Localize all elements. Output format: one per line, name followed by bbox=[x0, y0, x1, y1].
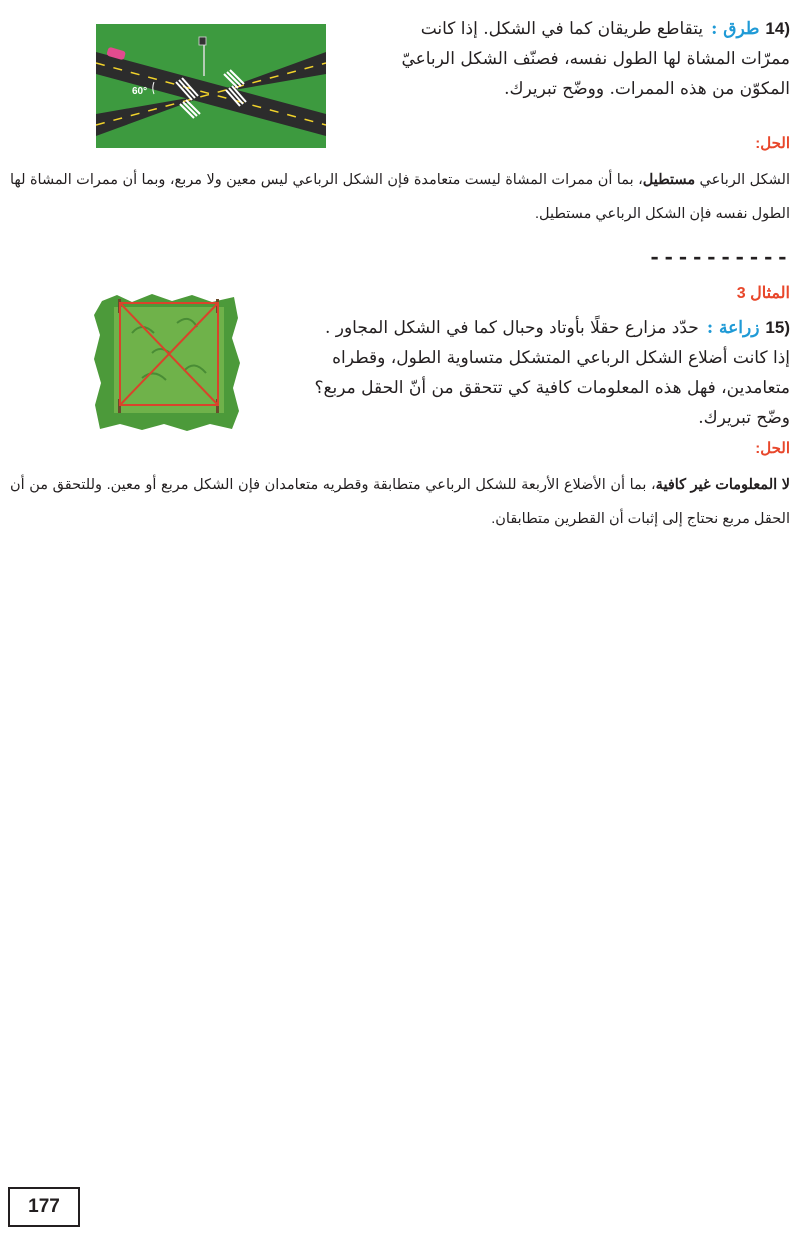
field-figure bbox=[92, 293, 242, 433]
solution-15-label: الحل: bbox=[755, 440, 790, 457]
problem-15-line-1: (15زراعة :حدّد مزارع حقلًا بأوتاد وحبال كما في الشكل المجاور . bbox=[324, 318, 790, 338]
problem-15-line-2: إذا كانت أضلاع الشكل الرباعي المتشكل متساوية الطول، وقطراه bbox=[332, 348, 790, 368]
problem-14-number: (14 bbox=[765, 19, 790, 38]
page-number: 177 bbox=[8, 1187, 80, 1227]
solution-14-label: الحل: bbox=[755, 135, 790, 152]
solution-15-answer: لا المعلومات غير كافية bbox=[655, 477, 790, 493]
problem-14-line-1: (14طرق :يتقاطع طريقان كما في الشكل. إذا كانت bbox=[420, 19, 790, 39]
solution-14-text: الشكل الرباعي مستطيل، بما أن ممرات المشاة ليست متعامدة فإن الشكل الرباعي ليس معين ولا مربع، وبما أن ممرات المشاة لها الطول نفسه فإن الشكل الرباعي مستطيل. bbox=[10, 172, 790, 222]
problem-14 bbox=[401, 14, 790, 104]
example-title: المثال 3 bbox=[736, 285, 790, 302]
problem-15 bbox=[314, 313, 790, 433]
angle-label: 60° bbox=[132, 86, 148, 97]
road-intersection-illustration bbox=[96, 24, 326, 148]
road-intersection-figure bbox=[96, 24, 326, 148]
field-illustration bbox=[92, 293, 242, 433]
problem-15-line-4: وضّح تبريرك. bbox=[698, 408, 790, 428]
problem-14-line-3: المكوّن من هذه الممرات. ووضّح تبريرك. bbox=[504, 79, 790, 99]
section-divider: ---------- bbox=[647, 246, 790, 271]
problem-14-line-2: ممرّات المشاة لها الطول نفسه، فصنّف الشكل الرباعيّ bbox=[401, 49, 790, 69]
problem-15-line-3: متعامدين، فهل هذه المعلومات كافية كي تتحقق من أنّ الحقل مربع؟ bbox=[314, 378, 790, 398]
solution-14-answer: مستطيل bbox=[642, 172, 696, 188]
solution-15-text: لا المعلومات غير كافية، بما أن الأضلاع الأربعة للشكل الرباعي متطابقة وقطريه متعامدان فإن الشكل مربع أو معين. وللتحقق من أن الحقل مربع نحتاج إلى إثبات أن القطرين متطابقان. bbox=[10, 477, 790, 527]
problem-15-topic: زراعة : bbox=[706, 318, 760, 338]
problem-14-topic: طرق : bbox=[711, 19, 760, 39]
problem-15-number: (15 bbox=[765, 318, 790, 337]
